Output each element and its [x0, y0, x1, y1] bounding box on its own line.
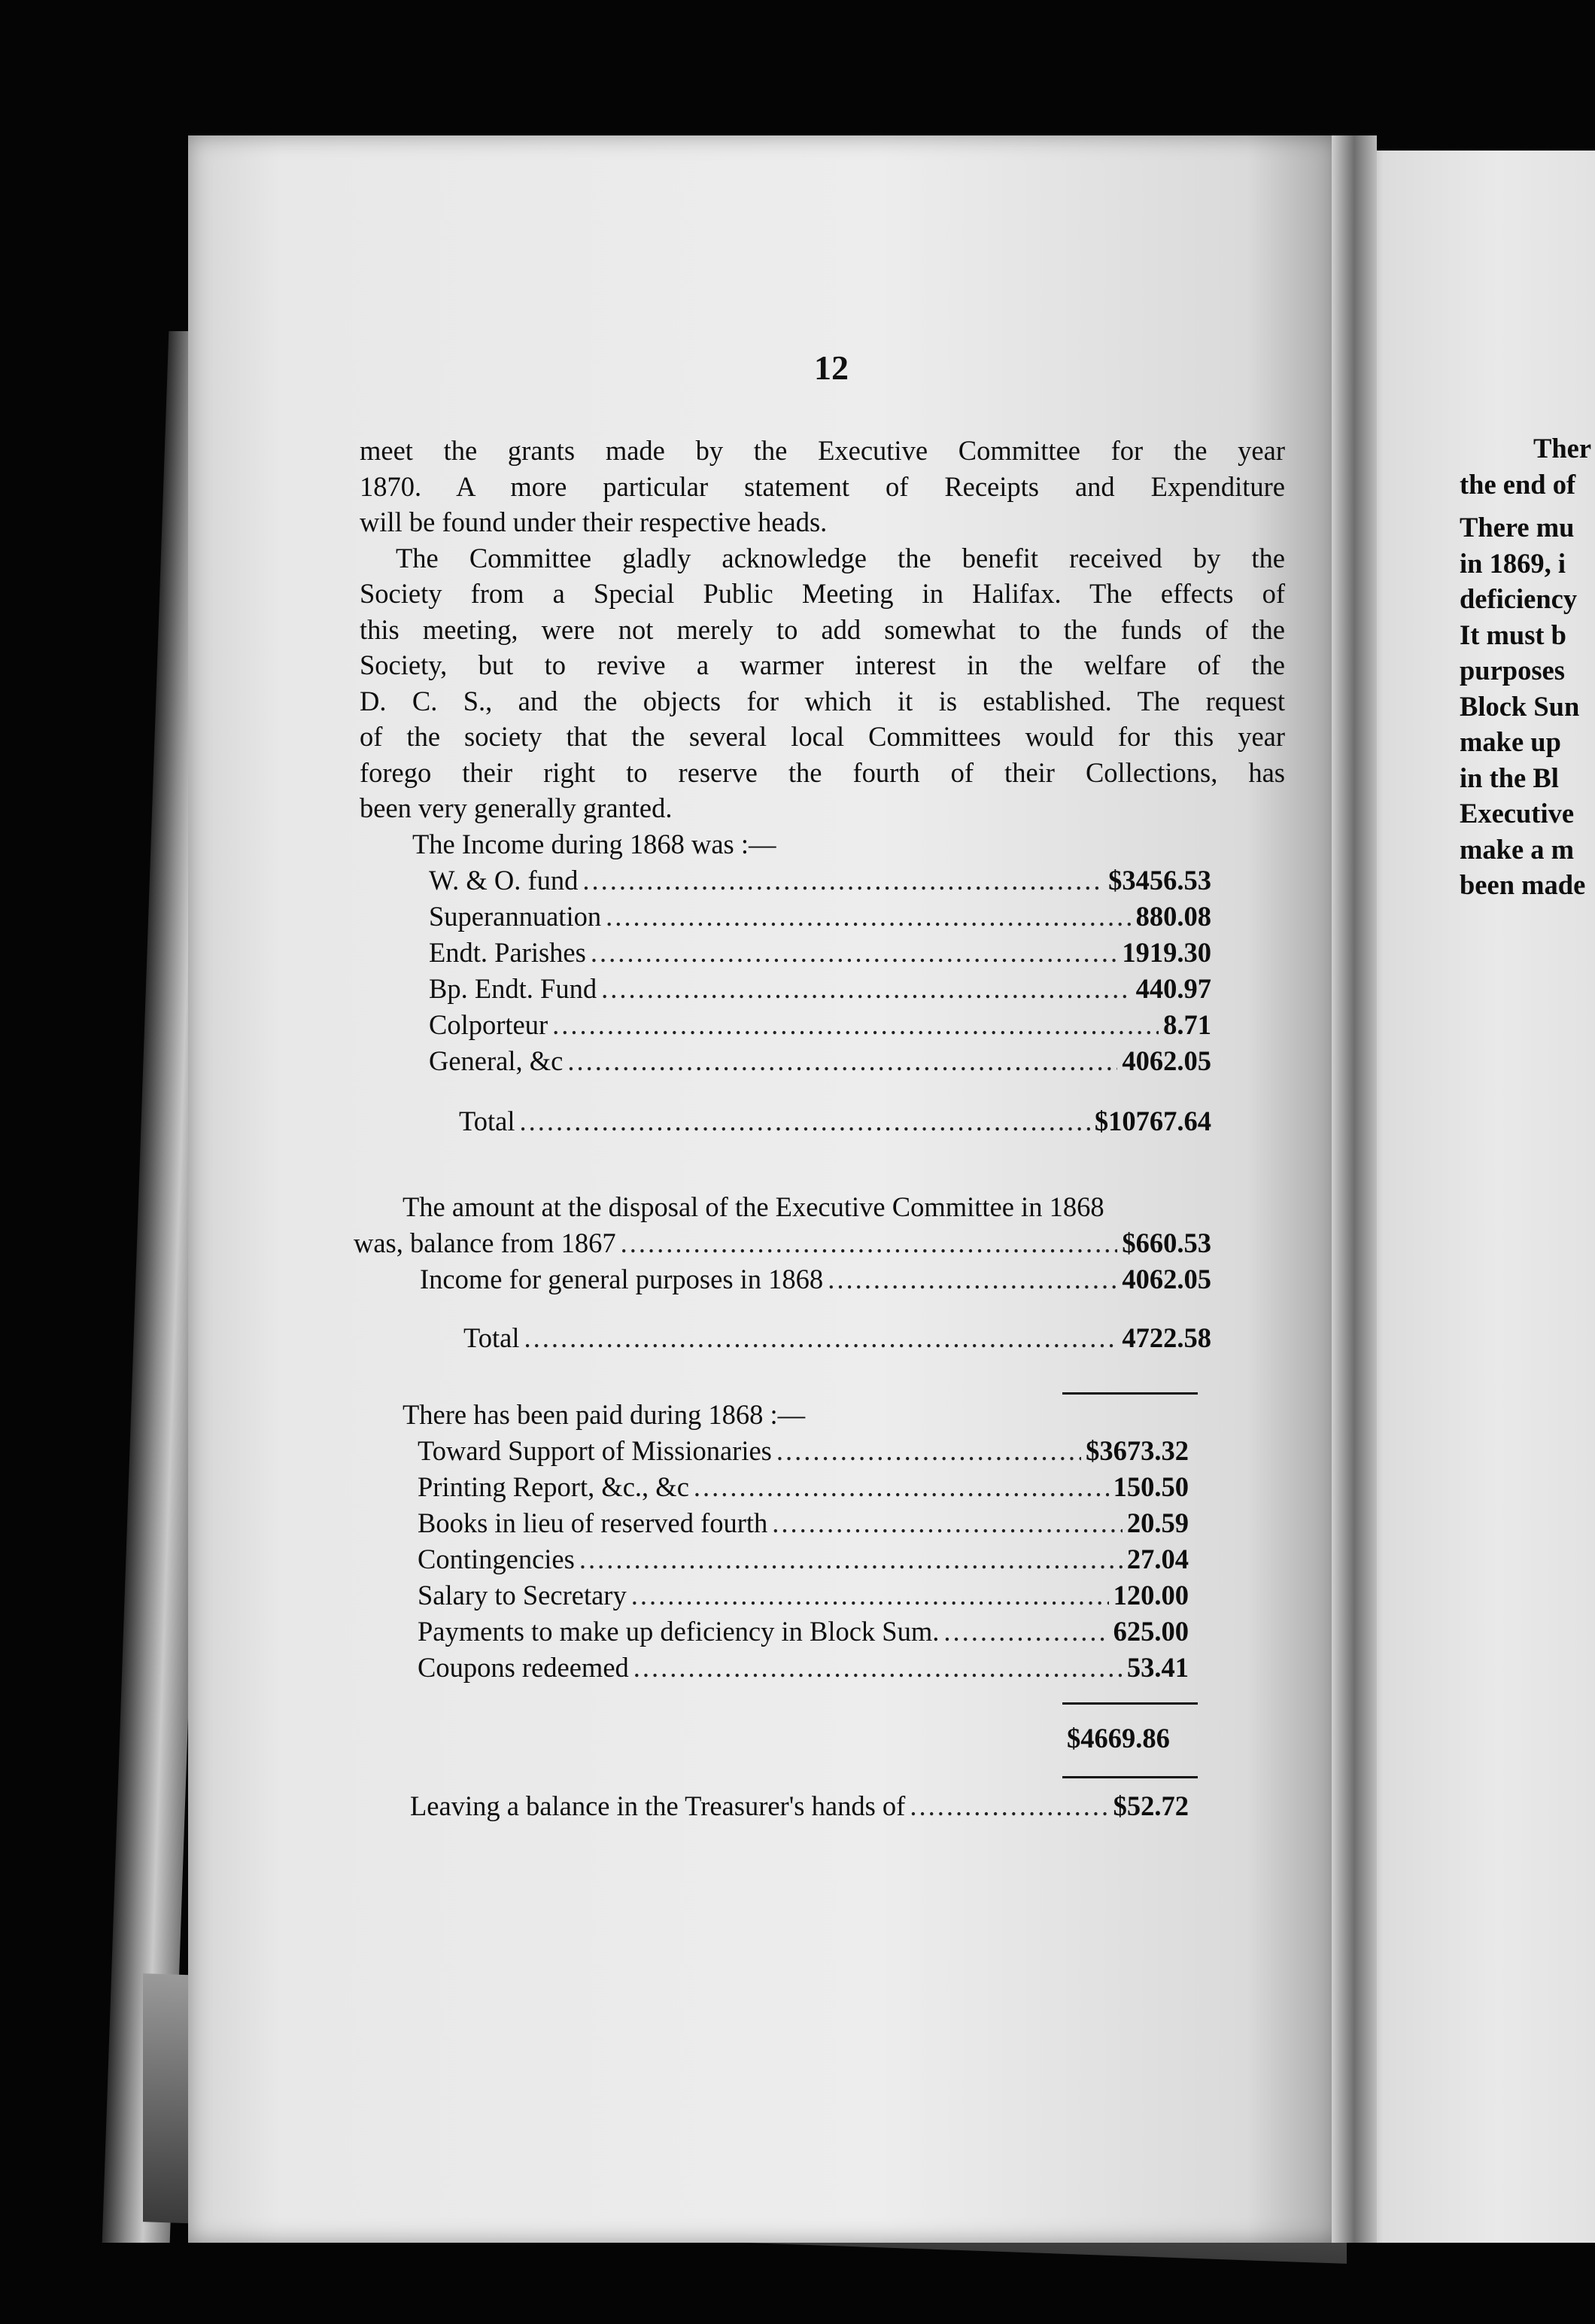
- ledger-row: [418, 1615, 1189, 1647]
- text-line: make a m: [1460, 833, 1575, 865]
- rule: [1062, 1392, 1198, 1395]
- leader-dots: [828, 1263, 1117, 1295]
- paid-total: $4669.86: [1067, 1723, 1170, 1754]
- text-line: The Committee gladly acknowledge the benefit received by the: [396, 542, 1285, 573]
- ledger-amount: $10767.64: [1094, 1106, 1211, 1136]
- ledger-row: [418, 1434, 1189, 1467]
- ledger-row: [418, 1579, 1189, 1611]
- leader-dots: [943, 1615, 1108, 1647]
- ledger-amount: $3456.53: [1108, 865, 1211, 896]
- text-line: in 1869, i: [1460, 547, 1566, 579]
- income-heading: The Income during 1868 was :—: [412, 829, 776, 859]
- ledger-label: Contingencies: [418, 1544, 575, 1574]
- leader-dots: [910, 1790, 1108, 1822]
- leader-dots: [633, 1651, 1123, 1684]
- ledger-row: [418, 1471, 1189, 1503]
- rule: [1062, 1702, 1198, 1705]
- leader-dots: [606, 900, 1132, 932]
- ledger-label: was, balance from 1867: [354, 1227, 616, 1258]
- leader-dots: [519, 1105, 1089, 1137]
- text-line: deficiency: [1460, 583, 1578, 614]
- leader-dots: [776, 1434, 1081, 1467]
- paragraph-2: [360, 540, 1285, 826]
- text-line: forego their right to reserve the fourth of their Collections, has: [360, 756, 1285, 788]
- ledger-label: Bp. Endt. Fund: [429, 973, 597, 1004]
- text-line: of the society that the several local Committees would for this year: [360, 721, 1285, 752]
- ledger-amount: 53.41: [1126, 1652, 1189, 1683]
- ledger-label: General, &c: [429, 1045, 564, 1076]
- ledger-amount: 150.50: [1113, 1471, 1189, 1502]
- paragraph-1: [360, 433, 1285, 540]
- ledger-amount: 4722.58: [1122, 1322, 1211, 1353]
- balance-row: [410, 1790, 1189, 1822]
- ledger-row: [418, 1507, 1189, 1539]
- text-line: D. C. S., and the objects for which it is established. The request: [360, 685, 1285, 716]
- ledger-label: Toward Support of Missionaries: [418, 1435, 772, 1466]
- ledger-amount: 625.00: [1113, 1616, 1189, 1647]
- leader-dots: [591, 936, 1118, 969]
- ledger-label: Printing Report, &c., &c: [418, 1471, 689, 1502]
- ledger-label: W. & O. fund: [429, 865, 579, 896]
- ledger-row: [420, 1263, 1211, 1295]
- ledger-label: Leaving a balance in the Treasurer's hands of: [410, 1790, 906, 1821]
- ledger-amount: $660.53: [1122, 1227, 1211, 1258]
- body-text: [360, 433, 1285, 826]
- text-line: Society, but to revive a warmer interest in the welfare of the: [360, 649, 1285, 680]
- paid-heading: There has been paid during 1868 :—: [403, 1399, 806, 1430]
- ledger-total-row: [463, 1322, 1211, 1354]
- leader-dots: [524, 1322, 1117, 1354]
- ledger-amount: $52.72: [1113, 1790, 1189, 1821]
- ledger-amount: 120.00: [1113, 1580, 1189, 1611]
- ledger-row: [418, 1651, 1189, 1684]
- leader-dots: [582, 864, 1104, 896]
- ledger-label: Income for general purposes in 1868: [420, 1264, 824, 1294]
- leader-dots: [567, 1045, 1117, 1077]
- ledger-label: Coupons redeemed: [418, 1652, 629, 1683]
- text-line: Society from a Special Public Meeting in Halifax. The effects of: [360, 578, 1285, 609]
- leader-dots: [631, 1579, 1109, 1611]
- leader-dots: [552, 1008, 1159, 1041]
- ledger-row: [429, 1008, 1211, 1041]
- text-line: purposes: [1460, 655, 1565, 686]
- ledger-amount: 1919.30: [1122, 937, 1211, 968]
- text-line: this meeting, were not merely to add somewhat to the funds of the: [360, 613, 1285, 645]
- ledger-amount: 27.04: [1126, 1544, 1189, 1574]
- text-line: been made: [1460, 869, 1586, 900]
- ledger-row: [418, 1543, 1189, 1575]
- text-line: There mu: [1460, 512, 1575, 543]
- ledger-total-row: [459, 1105, 1211, 1137]
- ledger-row: [354, 1227, 1211, 1259]
- page-number: 12: [814, 348, 849, 387]
- ledger-label: Salary to Secretary: [418, 1580, 627, 1611]
- text-line: the end of: [1460, 468, 1576, 500]
- ledger-amount: 8.71: [1163, 1009, 1211, 1040]
- disposal-heading: The amount at the disposal of the Executive Committee in 1868: [403, 1191, 1104, 1222]
- text-line: will be found under their respective heads.: [360, 506, 828, 537]
- right-page-text: [1460, 430, 1591, 903]
- ledger-amount: 20.59: [1126, 1507, 1189, 1538]
- ledger-amount: 440.97: [1135, 973, 1211, 1004]
- ledger-label: Endt. Parishes: [429, 937, 586, 968]
- ledger-amount: $3673.32: [1086, 1435, 1189, 1466]
- ledger-amount: 4062.05: [1122, 1264, 1211, 1294]
- leader-dots: [601, 972, 1132, 1005]
- ledger-label: Superannuation: [429, 901, 602, 932]
- text-line: Block Sun: [1460, 690, 1580, 722]
- text-line: 1870. A more particular statement of Receipts and Expenditure: [360, 470, 1285, 502]
- book-gutter: [1332, 135, 1377, 2243]
- leader-dots: [772, 1507, 1123, 1539]
- text-line: meet the grants made by the Executive Committee for the year: [360, 435, 1285, 466]
- ledger-amount: 4062.05: [1122, 1045, 1211, 1076]
- text-line: It must b: [1460, 619, 1566, 650]
- leader-dots: [694, 1471, 1109, 1503]
- text-line: in the Bl: [1460, 762, 1559, 793]
- ledger-row: [429, 1045, 1211, 1077]
- text-line: make up: [1460, 726, 1561, 757]
- ledger-label: Colporteur: [429, 1009, 548, 1040]
- ledger-label: Payments to make up deficiency in Block Sum.: [418, 1616, 940, 1647]
- leader-dots: [579, 1543, 1123, 1575]
- ledger-row: [429, 936, 1211, 969]
- ledger-row: [429, 864, 1211, 896]
- text-line: been very generally granted.: [360, 792, 673, 823]
- ledger-amount: 880.08: [1135, 901, 1211, 932]
- leader-dots: [621, 1227, 1118, 1259]
- ledger-row: [429, 972, 1211, 1005]
- ledger-label: Books in lieu of reserved fourth: [418, 1507, 768, 1538]
- text-line: Ther: [1533, 433, 1592, 464]
- ledger-label: Total: [459, 1106, 515, 1136]
- ledger-label: Total: [463, 1322, 520, 1353]
- rule: [1062, 1776, 1198, 1778]
- text-line: Executive: [1460, 798, 1575, 829]
- ledger-row: [429, 900, 1211, 932]
